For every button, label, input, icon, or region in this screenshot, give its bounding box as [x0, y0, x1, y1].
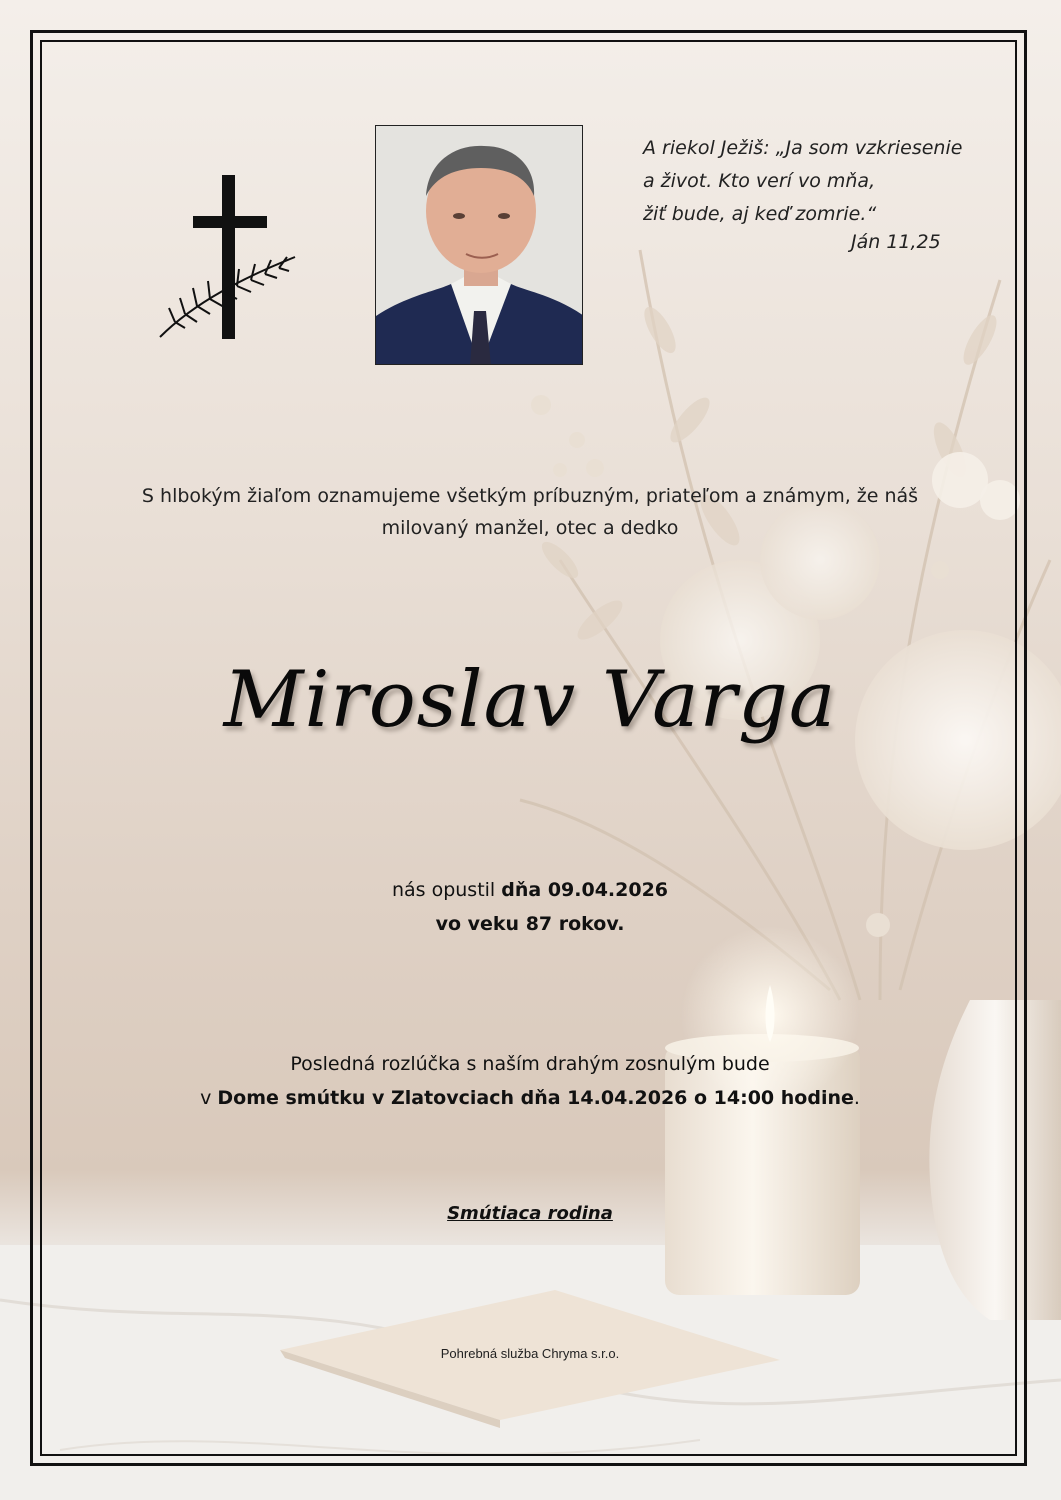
family-signature: Smútiaca rodina [447, 1203, 613, 1224]
farewell-info [130, 1047, 930, 1115]
intro-line-2: milovaný manžel, otec a dedko [381, 517, 679, 539]
cross-with-palm-icon [155, 172, 300, 344]
farewell-suffix: . [853, 1087, 860, 1109]
farewell-line-2 [130, 1081, 930, 1115]
announcement-intro [120, 480, 940, 544]
intro-line-1: S hlbokým žiaľom oznamujeme všetkým príbuzným, priateľom a známym, že náš [141, 485, 919, 507]
quote-line: A riekol Ježiš: „Ja som vzkriesenie [643, 137, 963, 159]
farewell-details: Dome smútku v Zlatovciach dňa 14.04.2026 o 14:00 hodine [217, 1087, 854, 1109]
quote-line: a život. Kto verí vo mňa, [643, 170, 876, 192]
death-date-line [230, 873, 830, 907]
quote-reference: Ján 11,25 [851, 231, 941, 253]
funeral-service-footer: Pohrebná služba Chryma s.r.o. [440, 1346, 620, 1361]
death-info [230, 873, 830, 941]
death-age: vo veku 87 rokov. [435, 913, 625, 935]
portrait-photo [375, 125, 583, 365]
death-date: dňa 09.04.2026 [501, 879, 669, 901]
farewell-prefix: v [200, 1087, 212, 1109]
death-prefix: nás opustil [391, 879, 496, 901]
quote-line: žiť bude, aj keď zomrie.“ [643, 203, 877, 225]
bible-quote [643, 132, 973, 253]
farewell-line-1: Posledná rozlúčka s naším drahým zosnulým bude [290, 1053, 770, 1075]
deceased-name: Miroslav Varga [223, 655, 837, 745]
